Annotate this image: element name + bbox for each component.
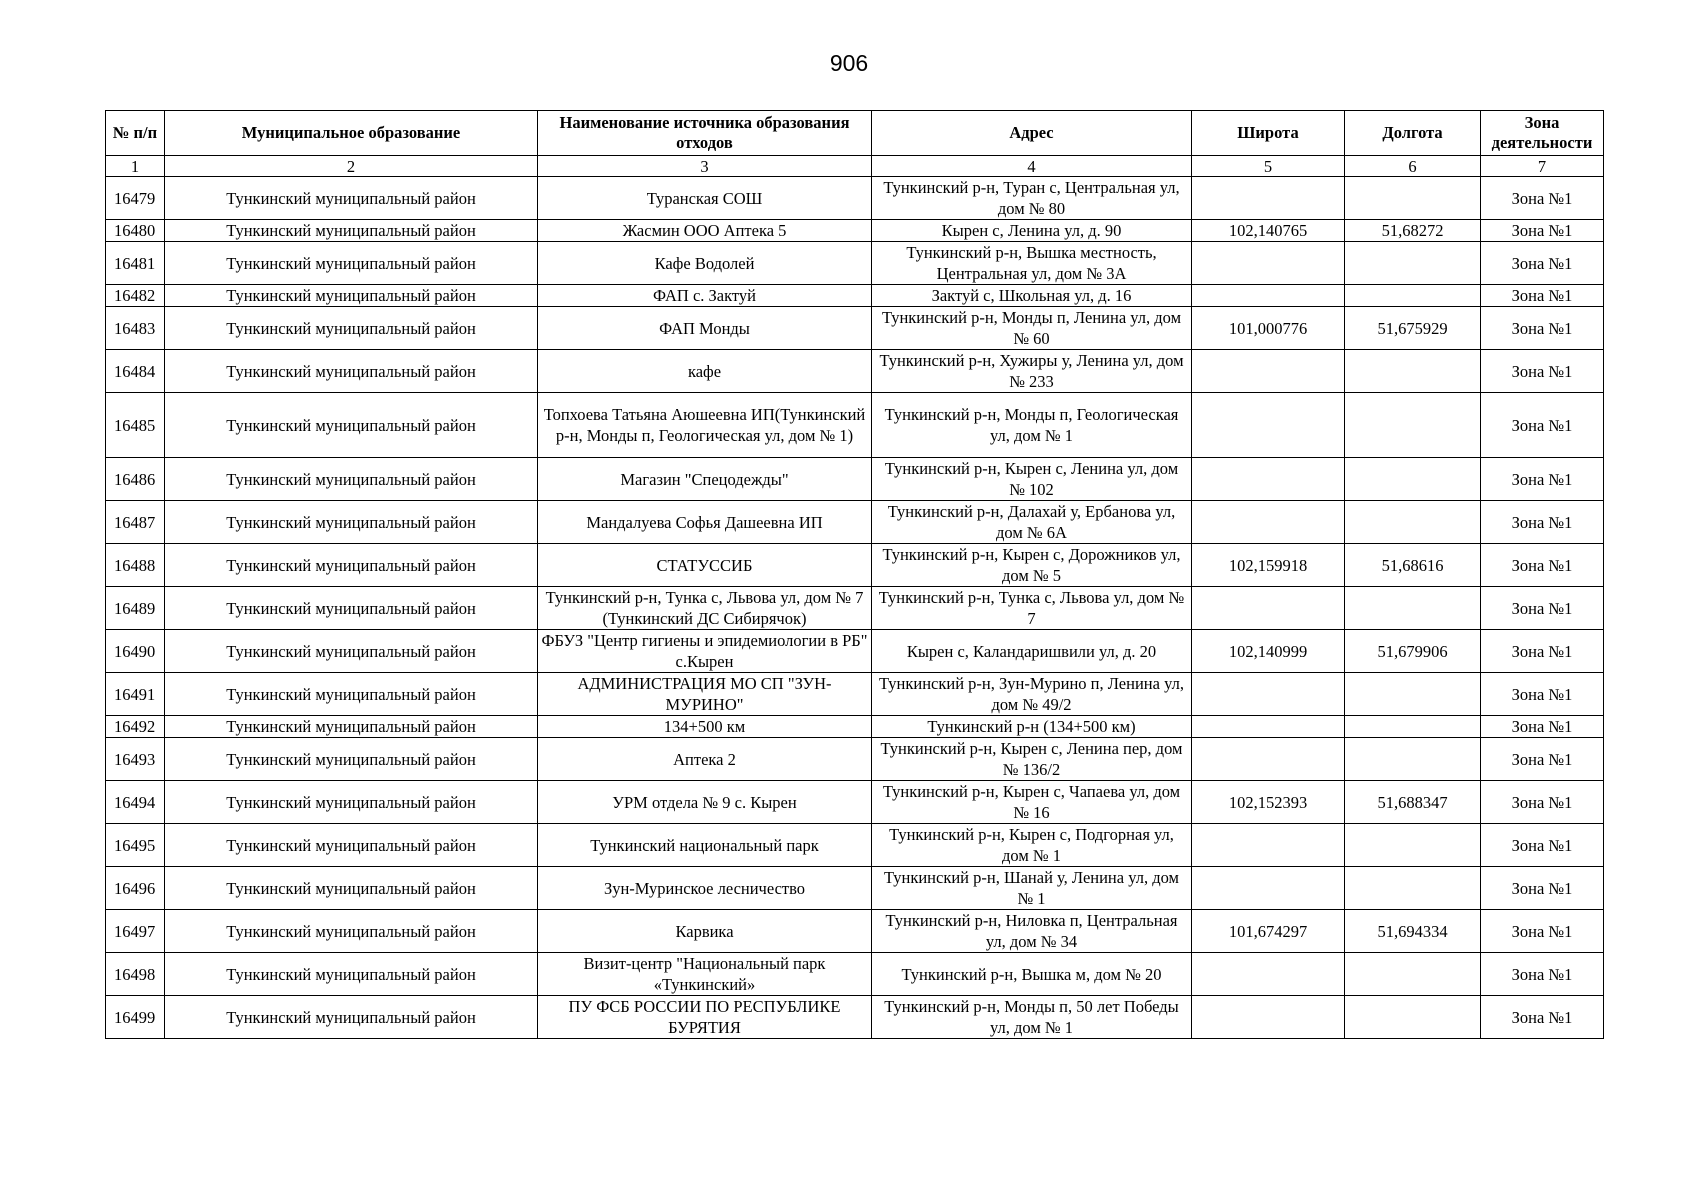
municipality-cell: Тункинский муниципальный район xyxy=(165,242,538,285)
column-number: 5 xyxy=(1192,156,1345,177)
municipality-cell: Тункинский муниципальный район xyxy=(165,220,538,242)
table-row xyxy=(106,781,1604,824)
longitude-cell: 51,694334 xyxy=(1345,910,1481,953)
column-number: 3 xyxy=(538,156,872,177)
source-name-cell: Туранская СОШ xyxy=(538,177,872,220)
longitude-cell xyxy=(1345,953,1481,996)
municipality-cell: Тункинский муниципальный район xyxy=(165,716,538,738)
zone-cell: Зона №1 xyxy=(1481,996,1604,1039)
table-row xyxy=(106,544,1604,587)
municipality-cell: Тункинский муниципальный район xyxy=(165,350,538,393)
source-name-cell: Магазин "Спецодежды" xyxy=(538,458,872,501)
column-number: 2 xyxy=(165,156,538,177)
row-index-cell: 16488 xyxy=(106,544,165,587)
table-row xyxy=(106,910,1604,953)
source-name-cell: УРМ отдела № 9 с. Кырен xyxy=(538,781,872,824)
table-row xyxy=(106,242,1604,285)
latitude-cell xyxy=(1192,587,1345,630)
municipality-cell: Тункинский муниципальный район xyxy=(165,630,538,673)
zone-cell: Зона №1 xyxy=(1481,587,1604,630)
zone-cell: Зона №1 xyxy=(1481,307,1604,350)
longitude-cell xyxy=(1345,501,1481,544)
table-row xyxy=(106,501,1604,544)
header-cell-index: № п/п xyxy=(106,111,165,156)
latitude-cell xyxy=(1192,177,1345,220)
zone-cell: Зона №1 xyxy=(1481,242,1604,285)
municipality-cell: Тункинский муниципальный район xyxy=(165,501,538,544)
latitude-cell xyxy=(1192,953,1345,996)
address-cell: Тункинский р-н, Шанай у, Ленина ул, дом № 1 xyxy=(872,867,1192,910)
longitude-cell xyxy=(1345,393,1481,458)
latitude-cell xyxy=(1192,824,1345,867)
row-index-cell: 16499 xyxy=(106,996,165,1039)
zone-cell: Зона №1 xyxy=(1481,220,1604,242)
address-cell: Тункинский р-н, Вышка м, дом № 20 xyxy=(872,953,1192,996)
source-name-cell: Топхоева Татьяна Аюшеевна ИП(Тункинский р-н, Монды п, Геологическая ул, дом № 1) xyxy=(538,393,872,458)
source-name-cell: ФБУЗ "Центр гигиены и эпидемиологии в РБ" с.Кырен xyxy=(538,630,872,673)
source-name-cell: Карвика xyxy=(538,910,872,953)
column-number: 6 xyxy=(1345,156,1481,177)
zone-cell: Зона №1 xyxy=(1481,781,1604,824)
column-number: 4 xyxy=(872,156,1192,177)
municipality-cell: Тункинский муниципальный район xyxy=(165,458,538,501)
table-row xyxy=(106,458,1604,501)
latitude-cell xyxy=(1192,501,1345,544)
address-cell: Тункинский р-н, Монды п, Геологическая ул, дом № 1 xyxy=(872,393,1192,458)
row-index-cell: 16490 xyxy=(106,630,165,673)
source-name-cell: СТАТУССИБ xyxy=(538,544,872,587)
table-row xyxy=(106,630,1604,673)
municipality-cell: Тункинский муниципальный район xyxy=(165,587,538,630)
header-cell-source-name: Наименование источника образования отходов xyxy=(538,111,872,156)
source-name-cell: Зун-Муринское лесничество xyxy=(538,867,872,910)
row-index-cell: 16483 xyxy=(106,307,165,350)
municipality-cell: Тункинский муниципальный район xyxy=(165,307,538,350)
latitude-cell: 102,152393 xyxy=(1192,781,1345,824)
row-index-cell: 16498 xyxy=(106,953,165,996)
address-cell: Кырен с, Каландаришвили ул, д. 20 xyxy=(872,630,1192,673)
source-name-cell: кафе xyxy=(538,350,872,393)
header-cell-latitude: Широта xyxy=(1192,111,1345,156)
address-cell: Тункинский р-н, Кырен с, Подгорная ул, дом № 1 xyxy=(872,824,1192,867)
source-name-cell: Жасмин ООО Аптека 5 xyxy=(538,220,872,242)
latitude-cell: 101,674297 xyxy=(1192,910,1345,953)
longitude-cell xyxy=(1345,673,1481,716)
header-cell-municipality: Муниципальное образование xyxy=(165,111,538,156)
column-number: 7 xyxy=(1481,156,1604,177)
zone-cell: Зона №1 xyxy=(1481,501,1604,544)
column-number: 1 xyxy=(106,156,165,177)
row-index-cell: 16494 xyxy=(106,781,165,824)
zone-cell: Зона №1 xyxy=(1481,824,1604,867)
longitude-cell: 51,675929 xyxy=(1345,307,1481,350)
longitude-cell xyxy=(1345,738,1481,781)
municipality-cell: Тункинский муниципальный район xyxy=(165,781,538,824)
address-cell: Тункинский р-н, Кырен с, Чапаева ул, дом № 16 xyxy=(872,781,1192,824)
zone-cell: Зона №1 xyxy=(1481,285,1604,307)
longitude-cell xyxy=(1345,177,1481,220)
zone-cell: Зона №1 xyxy=(1481,458,1604,501)
source-name-cell: ФАП Монды xyxy=(538,307,872,350)
municipality-cell: Тункинский муниципальный район xyxy=(165,910,538,953)
latitude-cell: 102,140765 xyxy=(1192,220,1345,242)
municipality-cell: Тункинский муниципальный район xyxy=(165,673,538,716)
address-cell: Тункинский р-н, Вышка местность, Центральная ул, дом № 3А xyxy=(872,242,1192,285)
table-row xyxy=(106,996,1604,1039)
zone-cell: Зона №1 xyxy=(1481,544,1604,587)
header-cell-zone: Зона деятельности xyxy=(1481,111,1604,156)
source-name-cell: ПУ ФСБ РОССИИ ПО РЕСПУБЛИКЕ БУРЯТИЯ xyxy=(538,996,872,1039)
zone-cell: Зона №1 xyxy=(1481,350,1604,393)
row-index-cell: 16480 xyxy=(106,220,165,242)
row-index-cell: 16489 xyxy=(106,587,165,630)
municipality-cell: Тункинский муниципальный район xyxy=(165,996,538,1039)
latitude-cell: 101,000776 xyxy=(1192,307,1345,350)
row-index-cell: 16481 xyxy=(106,242,165,285)
row-index-cell: 16486 xyxy=(106,458,165,501)
address-cell: Тункинский р-н, Тунка с, Львова ул, дом № 7 xyxy=(872,587,1192,630)
longitude-cell xyxy=(1345,587,1481,630)
longitude-cell xyxy=(1345,824,1481,867)
municipality-cell: Тункинский муниципальный район xyxy=(165,953,538,996)
address-cell: Тункинский р-н, Хужиры у, Ленина ул, дом № 233 xyxy=(872,350,1192,393)
table-row xyxy=(106,824,1604,867)
longitude-cell xyxy=(1345,867,1481,910)
waste-sources-table xyxy=(105,110,1604,1039)
latitude-cell xyxy=(1192,285,1345,307)
zone-cell: Зона №1 xyxy=(1481,177,1604,220)
longitude-cell xyxy=(1345,458,1481,501)
row-index-cell: 16482 xyxy=(106,285,165,307)
latitude-cell xyxy=(1192,738,1345,781)
table-row xyxy=(106,307,1604,350)
address-cell: Тункинский р-н, Зун-Мурино п, Ленина ул, дом № 49/2 xyxy=(872,673,1192,716)
municipality-cell: Тункинский муниципальный район xyxy=(165,867,538,910)
row-index-cell: 16497 xyxy=(106,910,165,953)
header-row xyxy=(106,111,1604,156)
page-number: 906 xyxy=(829,50,869,76)
latitude-cell xyxy=(1192,242,1345,285)
address-cell: Тункинский р-н, Ниловка п, Центральная ул, дом № 34 xyxy=(872,910,1192,953)
table-row xyxy=(106,587,1604,630)
municipality-cell: Тункинский муниципальный район xyxy=(165,544,538,587)
latitude-cell xyxy=(1192,867,1345,910)
latitude-cell xyxy=(1192,458,1345,501)
longitude-cell: 51,68616 xyxy=(1345,544,1481,587)
row-index-cell: 16493 xyxy=(106,738,165,781)
longitude-cell xyxy=(1345,350,1481,393)
zone-cell: Зона №1 xyxy=(1481,673,1604,716)
row-index-cell: 16495 xyxy=(106,824,165,867)
latitude-cell xyxy=(1192,393,1345,458)
address-cell: Кырен с, Ленина ул, д. 90 xyxy=(872,220,1192,242)
address-cell: Тункинский р-н, Далахай у, Ербанова ул, дом № 6А xyxy=(872,501,1192,544)
table-row xyxy=(106,673,1604,716)
latitude-cell xyxy=(1192,716,1345,738)
table-row xyxy=(106,867,1604,910)
row-index-cell: 16496 xyxy=(106,867,165,910)
address-cell: Тункинский р-н, Кырен с, Ленина ул, дом № 102 xyxy=(872,458,1192,501)
zone-cell: Зона №1 xyxy=(1481,716,1604,738)
latitude-cell xyxy=(1192,996,1345,1039)
table-row xyxy=(106,716,1604,738)
municipality-cell: Тункинский муниципальный район xyxy=(165,285,538,307)
source-name-cell: Кафе Водолей xyxy=(538,242,872,285)
source-name-cell: Визит-центр "Национальный парк «Тункинский» xyxy=(538,953,872,996)
row-index-cell: 16491 xyxy=(106,673,165,716)
column-number-row xyxy=(106,156,1604,177)
source-name-cell: 134+500 км xyxy=(538,716,872,738)
address-cell: Тункинский р-н, Монды п, Ленина ул, дом № 60 xyxy=(872,307,1192,350)
row-index-cell: 16479 xyxy=(106,177,165,220)
longitude-cell xyxy=(1345,716,1481,738)
table-row xyxy=(106,350,1604,393)
address-cell: Тункинский р-н, Туран с, Центральная ул, дом № 80 xyxy=(872,177,1192,220)
longitude-cell: 51,68272 xyxy=(1345,220,1481,242)
zone-cell: Зона №1 xyxy=(1481,630,1604,673)
table-row xyxy=(106,393,1604,458)
latitude-cell xyxy=(1192,350,1345,393)
address-cell: Тункинский р-н, Кырен с, Дорожников ул, дом № 5 xyxy=(872,544,1192,587)
source-name-cell: Тункинский национальный парк xyxy=(538,824,872,867)
municipality-cell: Тункинский муниципальный район xyxy=(165,393,538,458)
table-body xyxy=(106,177,1604,1039)
zone-cell: Зона №1 xyxy=(1481,867,1604,910)
zone-cell: Зона №1 xyxy=(1481,738,1604,781)
address-cell: Тункинский р-н (134+500 км) xyxy=(872,716,1192,738)
source-name-cell: Тункинский р-н, Тунка с, Львова ул, дом № 7 (Тункинский ДС Сибирячок) xyxy=(538,587,872,630)
latitude-cell: 102,140999 xyxy=(1192,630,1345,673)
row-index-cell: 16487 xyxy=(106,501,165,544)
table-row xyxy=(106,953,1604,996)
longitude-cell xyxy=(1345,996,1481,1039)
longitude-cell: 51,679906 xyxy=(1345,630,1481,673)
zone-cell: Зона №1 xyxy=(1481,910,1604,953)
zone-cell: Зона №1 xyxy=(1481,953,1604,996)
longitude-cell xyxy=(1345,242,1481,285)
source-name-cell: Аптека 2 xyxy=(538,738,872,781)
table-row xyxy=(106,177,1604,220)
latitude-cell: 102,159918 xyxy=(1192,544,1345,587)
address-cell: Тункинский р-н, Кырен с, Ленина пер, дом № 136/2 xyxy=(872,738,1192,781)
source-name-cell: Мандалуева Софья Дашеевна ИП xyxy=(538,501,872,544)
municipality-cell: Тункинский муниципальный район xyxy=(165,824,538,867)
municipality-cell: Тункинский муниципальный район xyxy=(165,177,538,220)
municipality-cell: Тункинский муниципальный район xyxy=(165,738,538,781)
row-index-cell: 16484 xyxy=(106,350,165,393)
latitude-cell xyxy=(1192,673,1345,716)
address-cell: Зактуй с, Школьная ул, д. 16 xyxy=(872,285,1192,307)
longitude-cell: 51,688347 xyxy=(1345,781,1481,824)
row-index-cell: 16492 xyxy=(106,716,165,738)
header-cell-address: Адрес xyxy=(872,111,1192,156)
source-name-cell: АДМИНИСТРАЦИЯ МО СП "ЗУН-МУРИНО" xyxy=(538,673,872,716)
longitude-cell xyxy=(1345,285,1481,307)
address-cell: Тункинский р-н, Монды п, 50 лет Победы ул, дом № 1 xyxy=(872,996,1192,1039)
source-name-cell: ФАП с. Зактуй xyxy=(538,285,872,307)
table-row xyxy=(106,738,1604,781)
zone-cell: Зона №1 xyxy=(1481,393,1604,458)
table-row xyxy=(106,220,1604,242)
table-row xyxy=(106,285,1604,307)
header-cell-longitude: Долгота xyxy=(1345,111,1481,156)
row-index-cell: 16485 xyxy=(106,393,165,458)
